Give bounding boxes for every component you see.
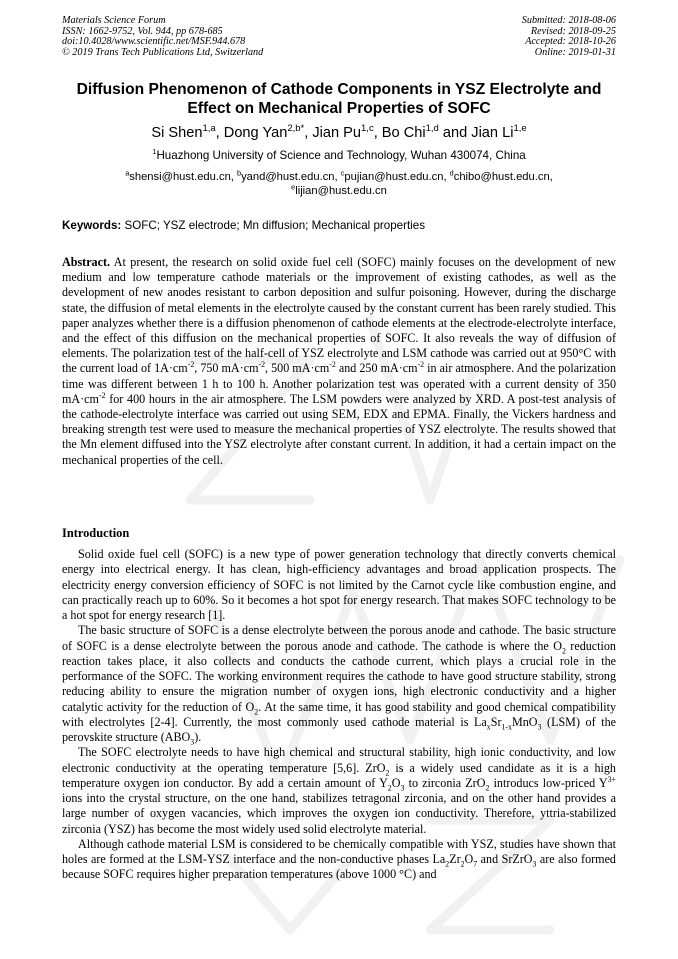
subscript: 2 bbox=[445, 859, 450, 869]
intro-paragraph bbox=[62, 837, 616, 883]
keywords bbox=[62, 219, 616, 233]
author-sep: , bbox=[304, 125, 313, 141]
email-address: yand@hust.edu.cn, bbox=[241, 171, 341, 183]
affiliation-sup: 1 bbox=[152, 147, 157, 157]
author-sup: 1,d bbox=[425, 123, 439, 135]
date-submitted: Submitted: 2018-08-06 bbox=[521, 15, 616, 26]
title-block bbox=[40, 80, 638, 198]
text-run: O bbox=[391, 775, 401, 790]
affiliation bbox=[40, 149, 638, 163]
text-run: to zirconia ZrO bbox=[404, 775, 486, 790]
date-accepted: Accepted: 2018-10-26 bbox=[525, 36, 616, 48]
subscript: 2 bbox=[387, 783, 392, 793]
abstract-sup: -2 bbox=[258, 360, 266, 370]
introduction-body bbox=[62, 547, 616, 883]
subscript: 3 bbox=[190, 737, 195, 747]
text-run: reduction reaction takes place, it also collects and conducts the cathode current, which plays a crucial role in the performance of the SOFC. The working environment requires the cathode to have good structure stability, strong reducing ability to ensure the migration number of oxygen ions, high electronic conductivity and a higher catalytic activity for the reduction of O bbox=[62, 638, 616, 714]
subscript: 2 bbox=[485, 783, 490, 793]
author-sep: and bbox=[438, 125, 472, 141]
journal-doi: doi:10.4028/www.scientific.net/MSF.944.678 bbox=[62, 36, 246, 48]
text-run: is a widely used candidate as it is a high temperature oxygen ion conductor. By add a certain amount of Y bbox=[62, 760, 616, 790]
abstract-text: and 250 mA·cm bbox=[335, 361, 418, 376]
subscript: 3 bbox=[400, 783, 405, 793]
journal-issn: ISSN: 1662-9752, Vol. 944, pp 678-685 bbox=[62, 25, 223, 37]
date-revised: Revised: 2018-09-25 bbox=[530, 25, 616, 37]
text-run: MnO bbox=[511, 714, 538, 729]
subscript: 2 bbox=[385, 767, 390, 777]
email-sup: b bbox=[237, 168, 242, 178]
email-address: chibo@hust.edu.cn, bbox=[453, 171, 553, 183]
author-sup: 2,b* bbox=[287, 123, 305, 135]
paper-title bbox=[40, 80, 638, 118]
text-run: The basic structure of SOFC is a dense electrolyte between the porous anode and cathode. The basic structure of SOFC is a dense electrolyte between the porous anode and cathode. The cathode is where the O bbox=[62, 623, 616, 653]
journal-info bbox=[62, 16, 263, 58]
author-sup: 1,e bbox=[513, 123, 527, 135]
intro-paragraph: Solid oxide fuel cell (SOFC) is a new type of power generation technology that directly converts chemical energy into electrical energy. It has clean, high-efficiency advantages and broad application prospects. The electricity energy conversion efficiency of SOFC is not limited by the Carnot cycle like combustion engine, and can practically reach up to 60%. So it becomes a hot spot for energy research. That makes SOFC technology to be a hot spot for energy research [1]. bbox=[62, 547, 616, 622]
email-address: pujian@hust.edu.cn, bbox=[344, 171, 450, 183]
text-run: The SOFC electrolyte needs to have high chemical and structural stability, high ionic conductivity, and low electronic conductivity at the operating temperature [5,6]. ZrO bbox=[62, 745, 616, 775]
email-address: shensi@hust.edu.cn, bbox=[129, 171, 238, 183]
intro-paragraph bbox=[62, 745, 616, 837]
text-run: (LSM) of the perovskite structure (ABO bbox=[62, 714, 616, 744]
abstract-sup: -2 bbox=[98, 390, 106, 400]
abstract-sup: -2 bbox=[187, 360, 195, 370]
subscript: 2 bbox=[460, 859, 465, 869]
abstract-sup: -2 bbox=[329, 360, 336, 370]
abstract-label: Abstract. bbox=[62, 255, 111, 269]
section-heading-introduction: Introduction bbox=[62, 526, 130, 540]
author-sup: 1,a bbox=[202, 123, 216, 135]
author-sep: , bbox=[215, 125, 224, 141]
author-name: Si Shen bbox=[151, 125, 203, 141]
subscript: x bbox=[486, 722, 491, 732]
author-emails bbox=[40, 170, 638, 198]
text-run: introducs low-priced Y bbox=[489, 775, 608, 790]
email-sup: a bbox=[125, 168, 130, 178]
journal-header bbox=[62, 16, 616, 58]
text-run: Sr bbox=[490, 714, 502, 729]
text-run: and SrZrO bbox=[477, 852, 533, 866]
author-name: Bo Chi bbox=[381, 125, 426, 141]
text-run: . At the same time, it has good stability and good chemical compatibility with electrolytes [2-4]. Currently, the most commonly used cathode material is La bbox=[62, 699, 616, 729]
author-name: Jian Li bbox=[471, 125, 514, 141]
email-address: lijian@hust.edu.cn bbox=[295, 185, 387, 197]
text-run: ions into the crystal structure, on the one hand, stabilizes tetragonal zirconia, and on the other hand provides a large number of oxygen vacancies, which improves the oxygen ion conductivity. Therefore, yttria-stabilized zirconia (YSZ) has become the most widely used solid electrolyte material. bbox=[62, 791, 616, 836]
subscript: 3 bbox=[537, 722, 542, 732]
intro-paragraph bbox=[62, 623, 616, 745]
text-run: are also formed because SOFC requires higher preparation temperatures (above 1000 °C) and bbox=[62, 852, 616, 882]
keywords-label: Keywords: bbox=[62, 219, 122, 232]
journal-name: Materials Science Forum bbox=[62, 15, 166, 26]
author-list bbox=[40, 123, 638, 143]
abstract-text: for 400 hours in the air atmosphere. The LSM powders were analyzed by XRD. A post-test analysis of the cathode-electrolyte interface was carried out using SEM, EDX and EPMA. Finally, the Vickers hardness and breaking strength test were used to measure the mechanical properties of YSZ electrolyte. The results showed that the Mn element diffused into the YSZ electrolyte after constant current. In addition, it had a certain impact on the mechanical properties of the cell. bbox=[62, 391, 616, 467]
abstract-text: , 750 mA·cm bbox=[194, 361, 259, 376]
email-sup: c bbox=[340, 168, 345, 178]
author-sep: , bbox=[373, 125, 382, 141]
author-name: Jian Pu bbox=[312, 125, 362, 141]
publication-dates bbox=[522, 16, 616, 58]
paper-title-line-2: Effect on Mechanical Properties of SOFC bbox=[187, 100, 491, 117]
subscript: 7 bbox=[473, 859, 478, 869]
email-sup: d bbox=[449, 168, 454, 178]
email-sup: e bbox=[291, 182, 296, 192]
journal-copyright: © 2019 Trans Tech Publications Ltd, Switzerland bbox=[62, 46, 264, 58]
text-run: Zr bbox=[449, 852, 461, 866]
subscript: 1-x bbox=[501, 722, 512, 732]
abstract-text: in air atmosphere. And the polarization time was different between 1 h to 100 h. Another polarization test was operated with a current density of 350 mA·cm bbox=[62, 361, 617, 406]
date-online: Online: 2019-01-31 bbox=[534, 46, 616, 58]
subscript: 2 bbox=[254, 706, 259, 716]
subscript: 3 bbox=[532, 859, 537, 869]
abstract-text: , 500 mA·cm bbox=[265, 361, 330, 376]
text-run: Although cathode material LSM is considered to be chemically compatible with YSZ, studies have shown that holes are formed at the LSM-YSZ interface and the non-conductive phases La bbox=[62, 836, 616, 866]
abstract bbox=[62, 255, 616, 468]
author-name: Dong Yan bbox=[223, 125, 288, 141]
author-sup: 1,c bbox=[361, 123, 374, 135]
text-run: O bbox=[464, 852, 474, 866]
affiliation-text: Huazhong University of Science and Technology, Wuhan 430074, China bbox=[156, 149, 526, 162]
abstract-sup: -2 bbox=[417, 360, 425, 370]
paper-title-line-1: Diffusion Phenomenon of Cathode Components in YSZ Electrolyte and bbox=[76, 81, 602, 98]
keywords-text: SOFC; YSZ electrode; Mn diffusion; Mechanical properties bbox=[121, 219, 426, 232]
superscript: 3+ bbox=[607, 774, 616, 784]
abstract-text: At present, the research on solid oxide fuel cell (SOFC) mainly focuses on the development of new medium and low temperature cathode materials or the improvement of existing cathodes, as well as the development of new anodes resistant to carbon deposition and sulfur poisoning. However, during the discharge state, the diffusion of metal elements in the electrolyte caused by the constant current has been rarely studied. This paper analyzes whether there is a diffusion phenomenon of cathode elements at the electrode-electrolyte interface, and the effect of this diffusion on the mechanical properties of SOFC. It also reveals the way of diffusion of elements. The polarization test of the half-cell of YSZ electrolyte and LSM cathode was carried out at 950°C with the current load of 1A·cm bbox=[62, 255, 616, 376]
text-run: ). bbox=[194, 730, 202, 744]
subscript: 2 bbox=[561, 645, 566, 655]
